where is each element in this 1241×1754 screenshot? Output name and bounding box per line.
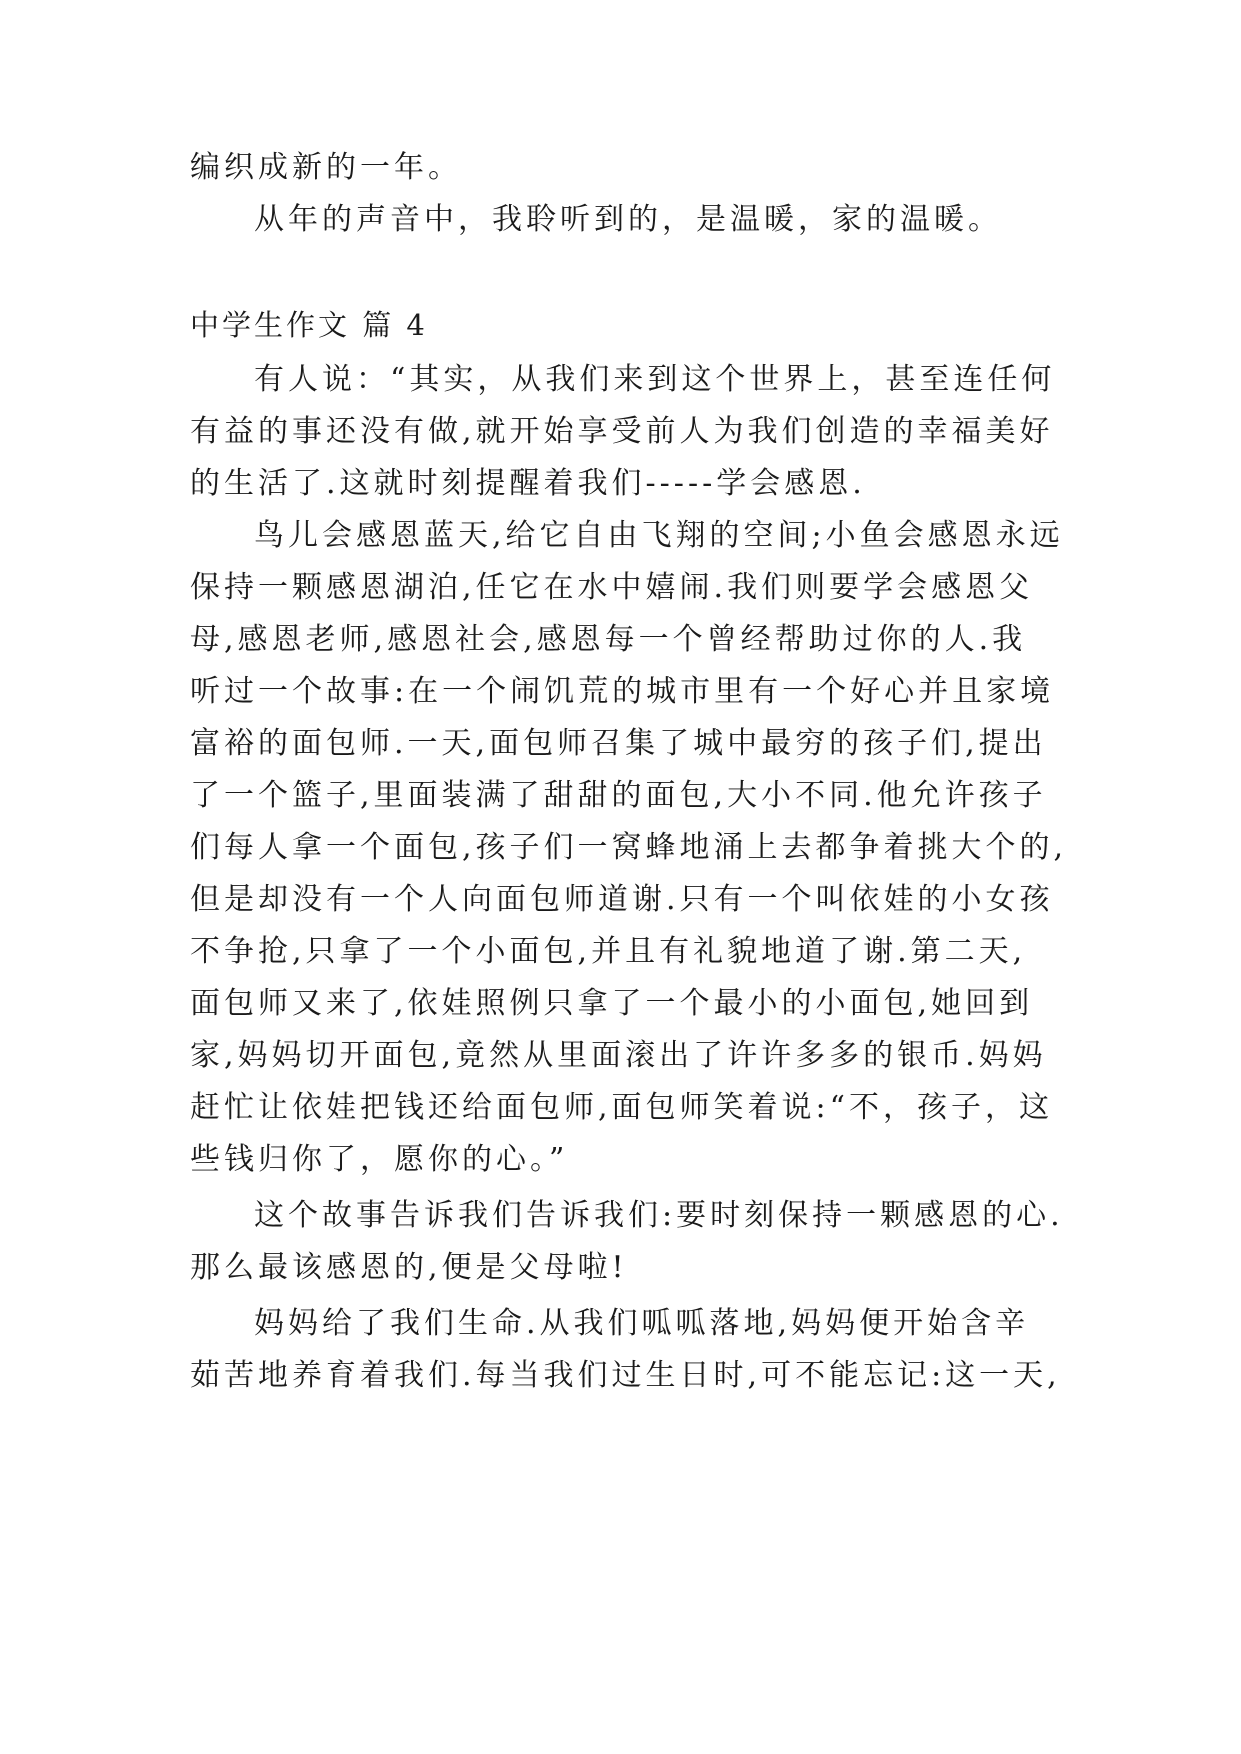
- text-line: 编织成新的一年。: [190, 150, 462, 185]
- text-line: 的生活了.这就时刻提醒着我们-----学会感恩.: [190, 466, 866, 501]
- text-line: 面包师又来了,依娃照例只拿了一个最小的小面包,她回到: [190, 986, 1034, 1021]
- text-line: 但是却没有一个人向面包师道谢.只有一个叫依娃的小女孩: [190, 882, 1054, 917]
- text-line: 茹苦地养育着我们.每当我们过生日时,可不能忘记:这一天,: [190, 1358, 1061, 1393]
- paragraph-first-line: 妈妈给了我们生命.从我们呱呱落地,妈妈便开始含辛: [254, 1306, 1030, 1341]
- section-heading: 中学生作文 篇 4: [190, 308, 428, 342]
- text-line: 保持一颗感恩湖泊,任它在水中嬉闹.我们则要学会感恩父: [190, 570, 1034, 605]
- paragraph-first-line: 这个故事告诉我们告诉我们:要时刻保持一颗感恩的心.: [254, 1198, 1064, 1233]
- text-line: 那么最该感恩的,便是父母啦!: [190, 1250, 628, 1285]
- text-line: 有益的事还没有做,就开始享受前人为我们创造的幸福美好: [190, 414, 1054, 449]
- text-line: 了一个篮子,里面装满了甜甜的面包,大小不同.他允许孩子: [190, 778, 1047, 813]
- paragraph-first-line: 有人说：“其实，从我们来到这个世界上，甚至连任何: [254, 362, 1056, 397]
- text-line: 母,感恩老师,感恩社会,感恩每一个曾经帮助过你的人.我: [190, 622, 1027, 657]
- text-line: 家,妈妈切开面包,竟然从里面滚出了许许多多的银币.妈妈: [190, 1038, 1047, 1073]
- text-line: 赶忙让依娃把钱还给面包师,面包师笑着说:“不，孩子，这: [190, 1090, 1053, 1125]
- text-line: 些钱归你了，愿你的心。”: [190, 1142, 569, 1177]
- text-line: 们每人拿一个面包,孩子们一窝蜂地涌上去都争着挑大个的,: [190, 830, 1068, 865]
- paragraph-first-line: 鸟儿会感恩蓝天,给它自由飞翔的空间;小鱼会感恩永远: [254, 518, 1064, 553]
- text-line: 听过一个故事:在一个闹饥荒的城市里有一个好心并且家境: [190, 674, 1055, 709]
- paragraph-first-line: 从年的声音中，我聆听到的，是温暖，家的温暖。: [254, 202, 1002, 237]
- text-line: 富裕的面包师.一天,面包师召集了城中最穷的孩子们,提出: [190, 726, 1047, 761]
- text-line: 不争抢,只拿了一个小面包,并且有礼貌地道了谢.第二天,: [190, 934, 1027, 969]
